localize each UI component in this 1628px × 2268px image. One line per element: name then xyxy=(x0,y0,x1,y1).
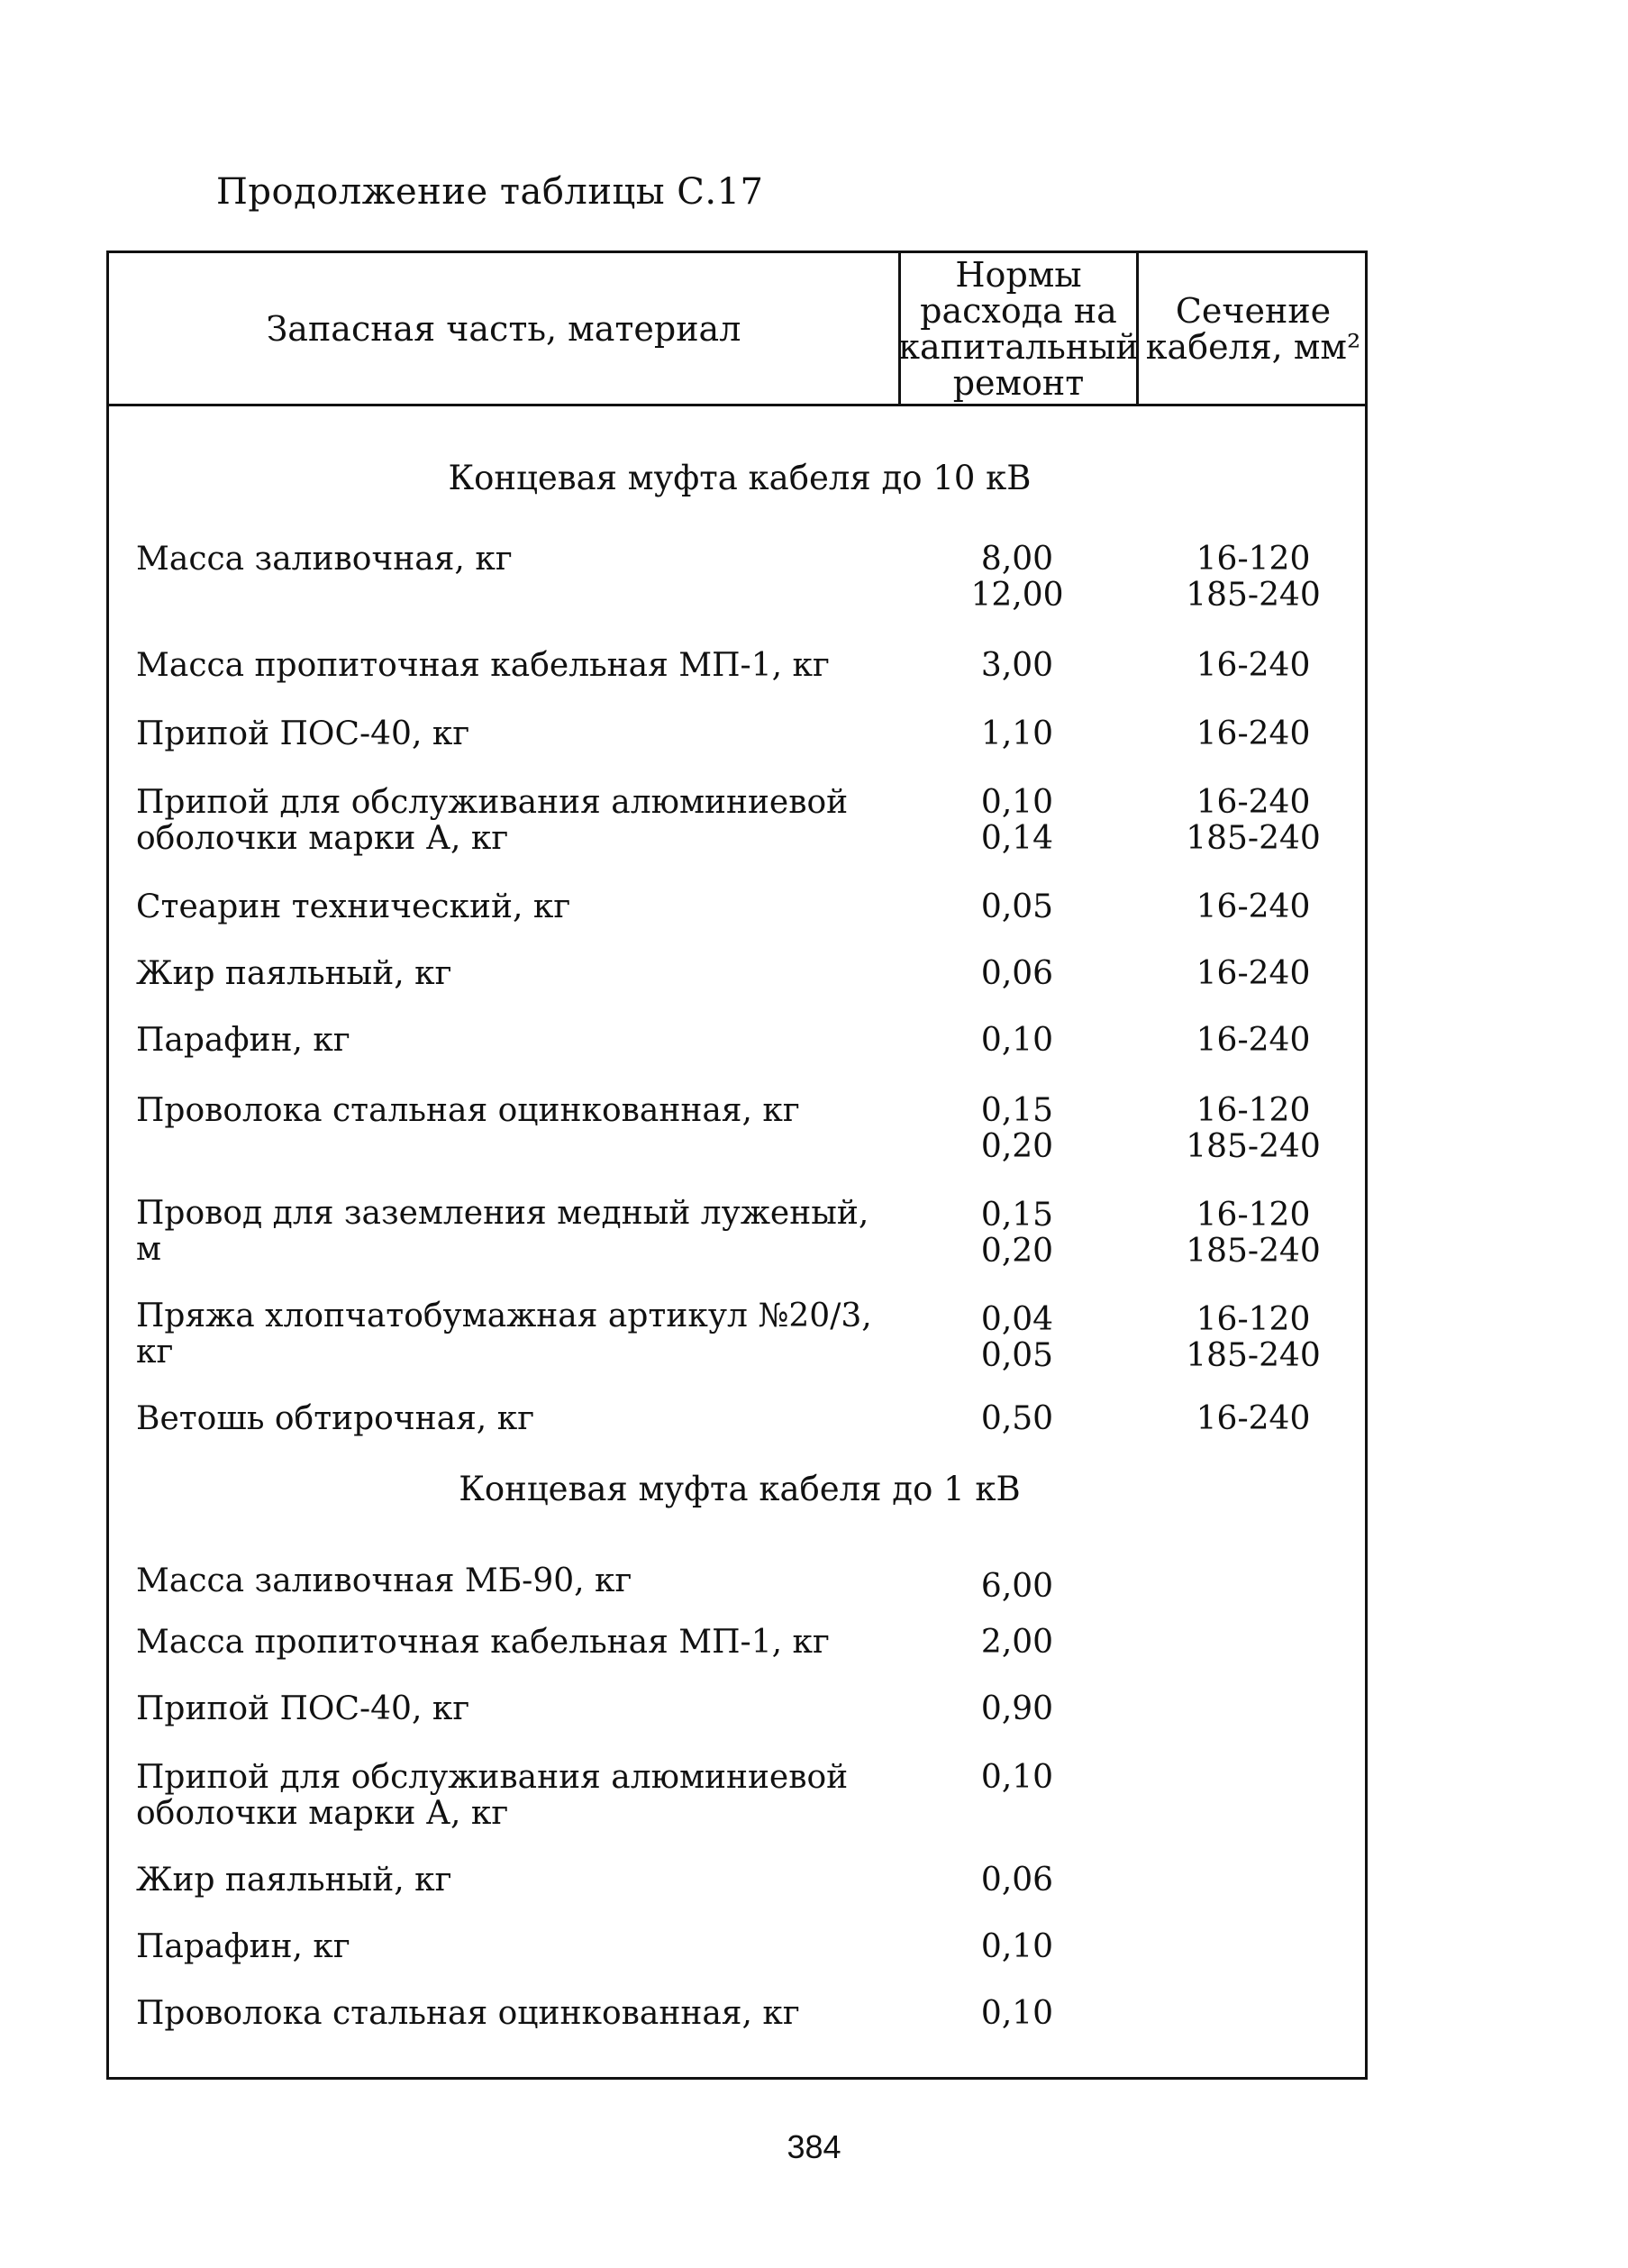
row-label: Припой для обслуживания алюминиевой оболочки марки А, кг xyxy=(136,1759,849,1832)
row-section: 16-240 185-240 xyxy=(1186,784,1321,857)
header-part-material xyxy=(109,253,898,404)
row-norm: 0,10 xyxy=(980,1995,1054,2032)
page-number: 384 xyxy=(787,2128,841,2165)
row-norm: 3,00 xyxy=(980,647,1054,684)
spare-parts-table xyxy=(106,250,1368,2080)
row-section: 16-240 xyxy=(1196,1400,1311,1437)
row-label: Масса пропиточная кабельная МП-1, кг xyxy=(136,1624,830,1661)
row-norm: 0,10 xyxy=(980,1022,1054,1059)
row-norm: 0,10 xyxy=(980,1928,1054,1965)
row-section: 16-240 xyxy=(1196,955,1311,992)
row-label: Парафин, кг xyxy=(136,1928,350,1965)
header-consumption-norms xyxy=(898,253,1139,404)
header-part-material-label: Запасная часть, материал xyxy=(266,308,741,349)
row-norm: 6,00 xyxy=(980,1568,1054,1605)
row-label: Жир паяльный, кг xyxy=(136,955,452,992)
row-section: 16-120 185-240 xyxy=(1186,541,1321,614)
row-label: Пряжа хлопчатобумажная артикул №20/3, кг xyxy=(136,1298,872,1371)
row-norm: 0,04 0,05 xyxy=(980,1301,1054,1374)
row-label: Жир паяльный, кг xyxy=(136,1862,452,1899)
row-norm: 0,90 xyxy=(980,1690,1054,1727)
row-label: Проволока стальная оцинкованная, кг xyxy=(136,1995,800,2032)
table-caption: Продолжение таблицы С.17 xyxy=(216,171,764,213)
row-label: Масса заливочная, кг xyxy=(136,541,513,578)
row-label: Масса пропиточная кабельная МП-1, кг xyxy=(136,647,830,684)
row-norm: 8,00 12,00 xyxy=(970,541,1064,614)
row-label: Провод для заземления медный луженый, м xyxy=(136,1195,869,1268)
header-cable-section-label: Сечение кабеля, мм² xyxy=(1145,290,1361,367)
row-section: 16-240 xyxy=(1196,715,1311,752)
section-title: Концевая муфта кабеля до 1 кВ xyxy=(459,1470,1021,1508)
row-label: Стеарин технический, кг xyxy=(136,888,571,925)
row-norm: 0,06 xyxy=(980,955,1054,992)
table-header xyxy=(109,253,1365,406)
row-label: Парафин, кг xyxy=(136,1022,350,1059)
row-section: 16-120 185-240 xyxy=(1186,1092,1321,1165)
row-label: Припой для обслуживания алюминиевой оболочки марки А, кг xyxy=(136,784,849,857)
section-title: Концевая муфта кабеля до 10 кВ xyxy=(448,459,1032,497)
header-consumption-norms-label: Нормы расхода на капитальный ремонт xyxy=(898,254,1139,403)
row-label: Проволока стальная оцинкованная, кг xyxy=(136,1092,800,1129)
row-label: Ветошь обтирочная, кг xyxy=(136,1400,535,1437)
row-section: 16-120 185-240 xyxy=(1186,1301,1321,1374)
row-norm: 0,06 xyxy=(980,1862,1054,1899)
row-norm: 0,10 0,14 xyxy=(980,784,1054,857)
row-section: 16-240 xyxy=(1196,1022,1311,1059)
row-label: Масса заливочная МБ-90, кг xyxy=(136,1562,632,1599)
row-label: Припой ПОС-40, кг xyxy=(136,715,470,752)
header-cable-section xyxy=(1136,253,1368,404)
row-norm: 0,15 0,20 xyxy=(980,1092,1054,1165)
row-norm: 0,15 0,20 xyxy=(980,1197,1054,1270)
row-section: 16-240 xyxy=(1196,647,1311,684)
row-norm: 2,00 xyxy=(980,1624,1054,1661)
row-norm: 1,10 xyxy=(980,715,1054,752)
row-label: Припой ПОС-40, кг xyxy=(136,1690,470,1727)
row-section: 16-240 xyxy=(1196,888,1311,925)
row-norm: 0,10 xyxy=(980,1759,1054,1796)
row-norm: 0,05 xyxy=(980,888,1054,925)
row-norm: 0,50 xyxy=(980,1400,1054,1437)
row-section: 16-120 185-240 xyxy=(1186,1197,1321,1270)
